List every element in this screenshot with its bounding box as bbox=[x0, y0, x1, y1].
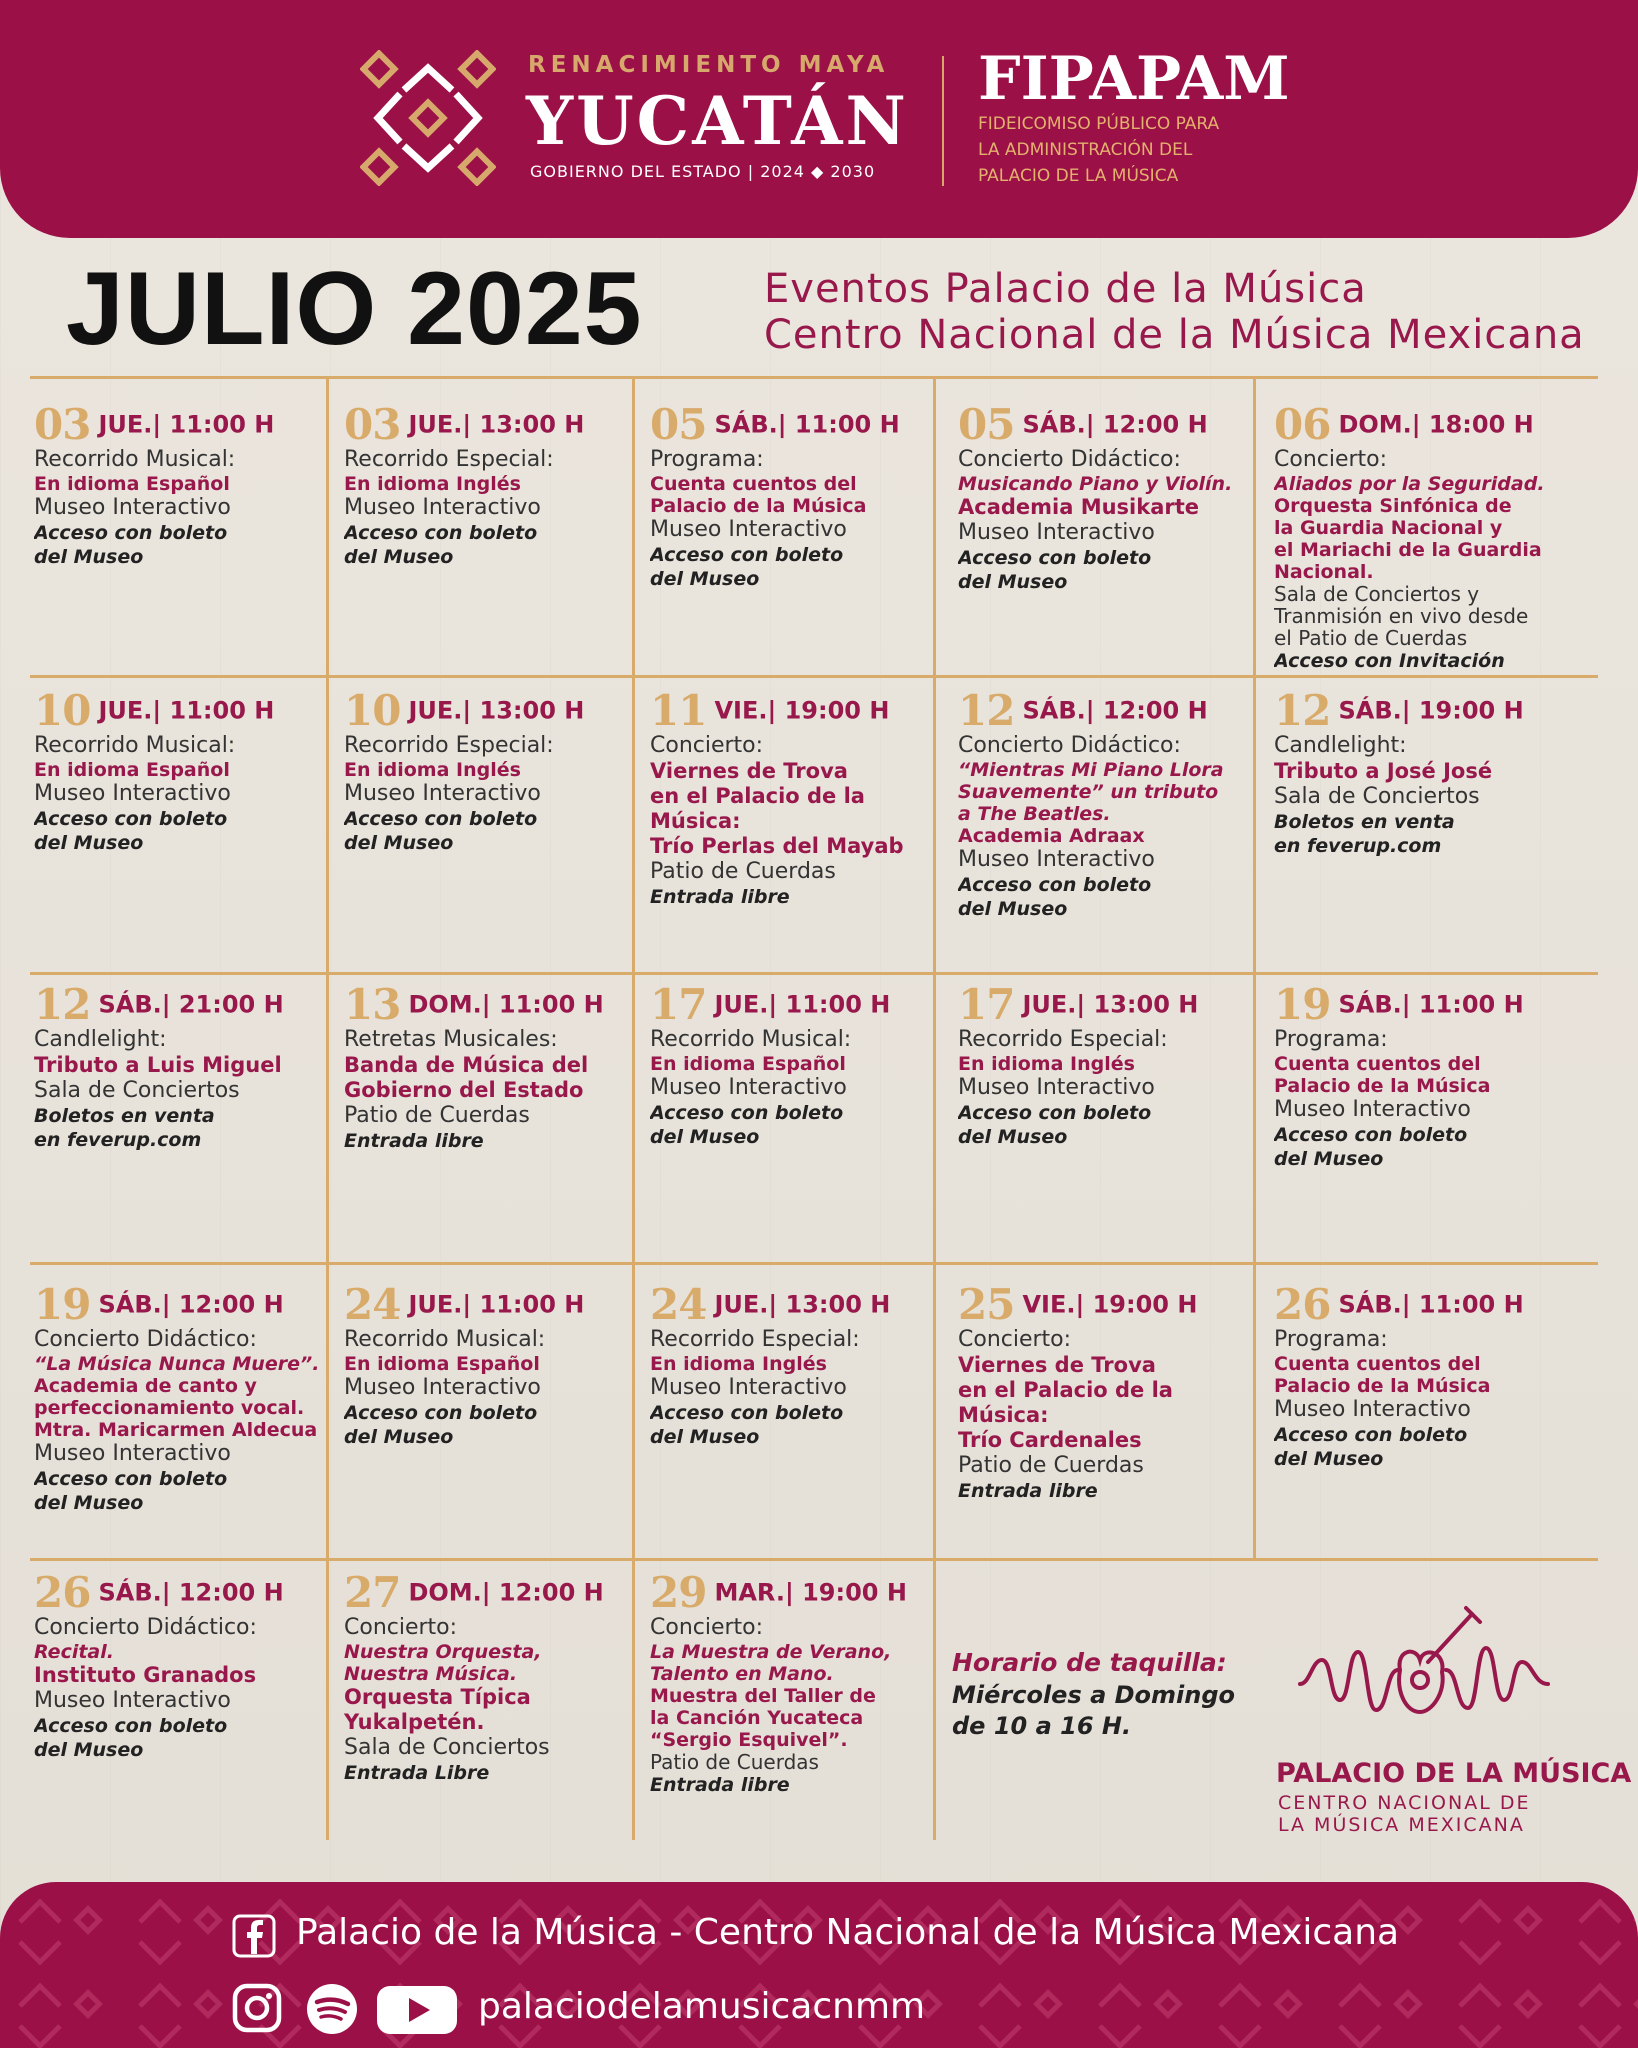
event-cell bbox=[650, 1568, 930, 1838]
event-day: 17 bbox=[650, 980, 707, 1029]
event-line: del Museo bbox=[958, 1126, 1068, 1148]
event-line: Viernes de Trova bbox=[650, 759, 848, 783]
event-header bbox=[650, 980, 930, 1029]
event-line: del Museo bbox=[1274, 1148, 1384, 1170]
guitar-soundwave-logo-icon bbox=[1296, 1600, 1552, 1730]
event-line: Acceso con boleto bbox=[34, 808, 228, 830]
event-line: Acceso con boleto bbox=[34, 1715, 228, 1737]
event-line: Acceso con boleto bbox=[34, 1468, 228, 1490]
social-handle[interactable]: palaciodelamusicacnmm bbox=[478, 1986, 926, 2027]
event-line: Muestra del Taller de bbox=[650, 1685, 876, 1707]
event-line: En idioma Inglés bbox=[344, 473, 521, 495]
org-line: LA ADMINISTRACIÓN DEL bbox=[978, 140, 1193, 160]
event-line: En idioma Inglés bbox=[344, 759, 521, 781]
event-line: Palacio de la Música bbox=[1274, 1075, 1491, 1097]
event-line: la Canción Yucateca bbox=[650, 1707, 864, 1729]
event-line: Academia Adraax bbox=[958, 825, 1145, 847]
event-line: Recorrido Musical: bbox=[344, 1327, 546, 1352]
grid-divider bbox=[933, 378, 936, 1840]
event-line: Nuestra Música. bbox=[344, 1663, 518, 1685]
event-line: Sala de Conciertos bbox=[34, 1078, 240, 1103]
event-line: Palacio de la Música bbox=[1274, 1375, 1491, 1397]
brand-name: YUCATÁN bbox=[526, 82, 909, 160]
event-header bbox=[344, 1280, 628, 1329]
event-cell bbox=[958, 686, 1250, 958]
event-day: 10 bbox=[34, 686, 91, 735]
event-day: 26 bbox=[1274, 1280, 1331, 1329]
event-weekday-time: JUE.| 13:00 H bbox=[408, 410, 585, 439]
event-line: Acceso con boleto bbox=[650, 544, 844, 566]
event-line: Recorrido Especial: bbox=[650, 1327, 860, 1352]
event-day: 29 bbox=[650, 1568, 707, 1617]
grid-divider bbox=[632, 378, 635, 1840]
event-day: 27 bbox=[344, 1568, 401, 1617]
event-line: “Sergio Esquivel”. bbox=[650, 1729, 848, 1751]
subtitle-venue: Eventos Palacio de la Música bbox=[764, 266, 1367, 312]
event-line: del Museo bbox=[34, 1739, 144, 1761]
event-header bbox=[958, 1280, 1250, 1329]
event-cell bbox=[34, 686, 322, 958]
event-line: Música: bbox=[958, 1403, 1049, 1427]
event-day: 03 bbox=[344, 400, 401, 449]
event-line: Museo Interactivo bbox=[1274, 1397, 1471, 1422]
event-header bbox=[34, 1280, 322, 1329]
event-cell bbox=[344, 980, 628, 1252]
event-line: Patio de Cuerdas bbox=[650, 859, 836, 884]
event-weekday-time: JUE.| 11:00 H bbox=[714, 990, 891, 1019]
event-day: 06 bbox=[1274, 400, 1331, 449]
event-header bbox=[650, 1568, 930, 1617]
event-line: Museo Interactivo bbox=[34, 495, 231, 520]
event-line: Entrada libre bbox=[958, 1480, 1098, 1502]
event-line: Trío Cardenales bbox=[958, 1428, 1142, 1452]
event-line: Museo Interactivo bbox=[650, 1075, 847, 1100]
event-line: Concierto: bbox=[650, 1615, 764, 1640]
event-line: Acceso con boleto bbox=[1274, 1424, 1468, 1446]
event-day: 26 bbox=[34, 1568, 91, 1617]
event-line: del Museo bbox=[650, 568, 760, 590]
event-line: Entrada libre bbox=[344, 1130, 484, 1152]
event-cell bbox=[34, 1568, 322, 1838]
event-header bbox=[1274, 1280, 1598, 1329]
event-weekday-time: JUE.| 11:00 H bbox=[98, 410, 275, 439]
event-line: Museo Interactivo bbox=[34, 781, 231, 806]
event-cell bbox=[1274, 1280, 1598, 1552]
event-cell bbox=[1274, 980, 1598, 1252]
event-weekday-time: DOM.| 12:00 H bbox=[408, 1578, 604, 1607]
event-line: Museo Interactivo bbox=[958, 520, 1155, 545]
event-header bbox=[1274, 980, 1598, 1029]
header-divider bbox=[942, 56, 944, 186]
event-header bbox=[344, 1568, 628, 1617]
event-line: Orquesta Típica bbox=[344, 1685, 531, 1709]
event-line: Musicando Piano y Violín. bbox=[958, 473, 1233, 495]
event-cell bbox=[958, 1280, 1250, 1552]
event-line: Patio de Cuerdas bbox=[650, 1750, 819, 1774]
event-header bbox=[34, 980, 322, 1029]
event-header bbox=[1274, 400, 1598, 449]
event-line: en feverup.com bbox=[1274, 835, 1442, 857]
event-day: 11 bbox=[650, 686, 707, 735]
event-line: Acceso con boleto bbox=[34, 522, 228, 544]
event-line: En idioma Español bbox=[34, 473, 230, 495]
event-cell bbox=[34, 980, 322, 1252]
event-line: En idioma Inglés bbox=[958, 1053, 1135, 1075]
event-day: 12 bbox=[1274, 686, 1331, 735]
event-header bbox=[344, 400, 628, 449]
box-office-hours bbox=[952, 1646, 1235, 1742]
event-line: Nuestra Orquesta, bbox=[344, 1641, 542, 1663]
event-line: Concierto Didáctico: bbox=[34, 1327, 257, 1352]
event-line: Concierto: bbox=[958, 1327, 1072, 1352]
event-line: en el Palacio de la bbox=[650, 784, 865, 808]
spotify-icon[interactable] bbox=[306, 1983, 358, 2035]
event-weekday-time: SÁB.| 12:00 H bbox=[1022, 410, 1208, 439]
event-line: Museo Interactivo bbox=[344, 495, 541, 520]
palacio-logo-sub: LA MÚSICA MEXICANA bbox=[1278, 1814, 1525, 1836]
event-line: Tributo a José José bbox=[1274, 759, 1493, 783]
event-line: del Museo bbox=[344, 546, 454, 568]
event-line: en el Palacio de la bbox=[958, 1378, 1173, 1402]
event-line: Acceso con Invitación bbox=[1274, 650, 1505, 672]
event-cell bbox=[650, 686, 930, 958]
event-line: Acceso con boleto bbox=[344, 522, 538, 544]
event-cell bbox=[344, 400, 628, 672]
event-header bbox=[34, 1568, 322, 1617]
event-line: Museo Interactivo bbox=[344, 1375, 541, 1400]
event-line: Entrada libre bbox=[650, 886, 790, 908]
event-line: Recorrido Musical: bbox=[34, 733, 236, 758]
yucatan-logo-icon bbox=[360, 50, 496, 186]
event-line: Programa: bbox=[1274, 1027, 1388, 1052]
event-line: Palacio de la Música bbox=[650, 495, 867, 517]
event-line: Entrada libre bbox=[650, 1774, 790, 1796]
event-line: del Museo bbox=[344, 832, 454, 854]
event-line: Acceso con boleto bbox=[650, 1102, 844, 1124]
grid-rule bbox=[30, 1262, 1598, 1265]
event-day: 05 bbox=[958, 400, 1015, 449]
event-line: Concierto Didáctico: bbox=[958, 733, 1181, 758]
event-line: En idioma Español bbox=[650, 1053, 846, 1075]
palacio-logo-name: PALACIO DE LA MÚSICA bbox=[1276, 1758, 1632, 1789]
event-line: del Museo bbox=[650, 1426, 760, 1448]
event-line: Talento en Mano. bbox=[650, 1663, 834, 1685]
event-line: del Museo bbox=[958, 571, 1068, 593]
event-line: en feverup.com bbox=[34, 1129, 202, 1151]
event-line: Gobierno del Estado bbox=[344, 1078, 584, 1102]
event-line: Suavemente” un tributo bbox=[958, 781, 1219, 803]
palacio-logo-sub: CENTRO NACIONAL DE bbox=[1278, 1792, 1531, 1814]
event-header bbox=[1274, 686, 1598, 735]
event-line: Museo Interactivo bbox=[34, 1688, 231, 1713]
event-weekday-time: SÁB.| 21:00 H bbox=[98, 990, 284, 1019]
event-weekday-time: JUE.| 13:00 H bbox=[1022, 990, 1199, 1019]
event-line: del Museo bbox=[344, 1426, 454, 1448]
event-weekday-time: VIE.| 19:00 H bbox=[1022, 1290, 1198, 1319]
event-line: Entrada Libre bbox=[344, 1762, 490, 1784]
event-day: 12 bbox=[34, 980, 91, 1029]
event-line: Acceso con boleto bbox=[958, 547, 1152, 569]
org-name: FIPAPAM bbox=[978, 44, 1290, 114]
event-line: Programa: bbox=[650, 447, 764, 472]
event-cell bbox=[650, 1280, 930, 1552]
header-banner bbox=[0, 0, 1638, 238]
event-line: Museo Interactivo bbox=[34, 1441, 231, 1466]
event-line: Tributo a Luis Miguel bbox=[34, 1053, 282, 1077]
event-line: la Guardia Nacional y bbox=[1274, 517, 1503, 539]
event-line: Cuenta cuentos del bbox=[1274, 1053, 1481, 1075]
event-line: Boletos en venta bbox=[34, 1105, 215, 1127]
event-day: 12 bbox=[958, 686, 1015, 735]
event-line: Concierto Didáctico: bbox=[34, 1615, 257, 1640]
event-header bbox=[344, 980, 628, 1029]
event-weekday-time: SÁB.| 19:00 H bbox=[1338, 696, 1524, 725]
event-line: Patio de Cuerdas bbox=[344, 1103, 530, 1128]
event-weekday-time: JUE.| 11:00 H bbox=[408, 1290, 585, 1319]
event-line: Candlelight: bbox=[34, 1027, 167, 1052]
event-header bbox=[958, 400, 1250, 449]
event-line: Acceso con boleto bbox=[344, 808, 538, 830]
event-cell bbox=[1274, 400, 1598, 672]
event-day: 05 bbox=[650, 400, 707, 449]
box-office-time: de 10 a 16 H. bbox=[952, 1712, 1132, 1740]
event-line: Recorrido Especial: bbox=[344, 447, 554, 472]
event-cell bbox=[344, 1280, 628, 1552]
event-weekday-time: SÁB.| 11:00 H bbox=[1338, 1290, 1524, 1319]
event-line: En idioma Español bbox=[344, 1353, 540, 1375]
event-line: del Museo bbox=[34, 1492, 144, 1514]
event-line: perfeccionamiento vocal. bbox=[34, 1397, 305, 1419]
event-weekday-time: DOM.| 11:00 H bbox=[408, 990, 604, 1019]
subtitle-center: Centro Nacional de la Música Mexicana bbox=[764, 312, 1585, 358]
youtube-icon[interactable] bbox=[376, 1985, 458, 2035]
event-weekday-time: SÁB.| 12:00 H bbox=[98, 1578, 284, 1607]
org-line: PALACIO DE LA MÚSICA bbox=[978, 166, 1179, 186]
instagram-icon[interactable] bbox=[232, 1983, 282, 2033]
event-day: 24 bbox=[650, 1280, 707, 1329]
event-weekday-time: JUE.| 13:00 H bbox=[408, 696, 585, 725]
event-line: Museo Interactivo bbox=[958, 1075, 1155, 1100]
event-line: Retretas Musicales: bbox=[344, 1027, 558, 1052]
event-line: Recorrido Musical: bbox=[650, 1027, 852, 1052]
event-line: Programa: bbox=[1274, 1327, 1388, 1352]
grid-rule bbox=[30, 376, 1598, 379]
event-day: 13 bbox=[344, 980, 401, 1029]
grid-rule bbox=[30, 972, 1598, 975]
event-header bbox=[958, 686, 1250, 735]
event-day: 19 bbox=[1274, 980, 1331, 1029]
event-weekday-time: SÁB.| 11:00 H bbox=[714, 410, 900, 439]
event-line: “Mientras Mi Piano Llora bbox=[958, 759, 1224, 781]
event-header bbox=[650, 400, 930, 449]
event-day: 19 bbox=[34, 1280, 91, 1329]
event-line: En idioma Español bbox=[34, 759, 230, 781]
event-line: Banda de Música del bbox=[344, 1053, 589, 1077]
event-line: Aliados por la Seguridad. bbox=[1274, 473, 1545, 495]
event-line: “La Música Nunca Muere”. bbox=[34, 1353, 320, 1375]
event-cell bbox=[344, 686, 628, 958]
event-header bbox=[650, 686, 930, 735]
event-line: Concierto: bbox=[344, 1615, 458, 1640]
event-line: el Patio de Cuerdas bbox=[1274, 626, 1468, 650]
event-weekday-time: VIE.| 19:00 H bbox=[714, 696, 890, 725]
event-line: Acceso con boleto bbox=[958, 1102, 1152, 1124]
grid-rule bbox=[30, 1558, 1598, 1561]
event-line: Academia Musikarte bbox=[958, 495, 1200, 519]
event-line: Sala de Conciertos bbox=[344, 1735, 550, 1760]
event-line: Museo Interactivo bbox=[650, 517, 847, 542]
event-line: Música: bbox=[650, 809, 741, 833]
org-line: FIDEICOMISO PÚBLICO PARA bbox=[978, 114, 1220, 134]
event-line: del Museo bbox=[34, 832, 144, 854]
brand-subtitle: GOBIERNO DEL ESTADO | 2024 ◆ 2030 bbox=[530, 162, 876, 181]
event-line: Concierto: bbox=[1274, 447, 1388, 472]
event-header bbox=[34, 686, 322, 735]
event-header bbox=[650, 1280, 930, 1329]
event-line: Recorrido Especial: bbox=[344, 733, 554, 758]
box-office-days: Miércoles a Domingo bbox=[952, 1681, 1236, 1709]
event-cell bbox=[958, 400, 1250, 672]
event-line: Tranmisión en vivo desde bbox=[1274, 604, 1529, 628]
event-line: Yukalpetén. bbox=[344, 1710, 485, 1734]
event-line: Sala de Conciertos bbox=[1274, 784, 1480, 809]
event-line: Sala de Conciertos y bbox=[1274, 582, 1480, 606]
grid-rule bbox=[30, 675, 1598, 678]
event-cell bbox=[34, 400, 322, 672]
event-cell bbox=[34, 1280, 322, 1552]
event-line: del Museo bbox=[650, 1126, 760, 1148]
month-title: JULIO 2025 bbox=[66, 251, 643, 367]
event-line: el Mariachi de la Guardia bbox=[1274, 539, 1542, 561]
grid-divider bbox=[1253, 378, 1256, 1560]
event-line: Recorrido Especial: bbox=[958, 1027, 1168, 1052]
event-line: Orquesta Sinfónica de bbox=[1274, 495, 1512, 517]
event-day: 25 bbox=[958, 1280, 1015, 1329]
event-weekday-time: DOM.| 18:00 H bbox=[1338, 410, 1534, 439]
event-line: Trío Perlas del Mayab bbox=[650, 834, 904, 858]
event-line: Museo Interactivo bbox=[1274, 1097, 1471, 1122]
event-line: del Museo bbox=[958, 898, 1068, 920]
event-line: del Museo bbox=[1274, 1448, 1384, 1470]
event-day: 17 bbox=[958, 980, 1015, 1029]
event-line: Museo Interactivo bbox=[344, 781, 541, 806]
event-cell bbox=[1274, 686, 1598, 958]
event-line: Instituto Granados bbox=[34, 1663, 257, 1687]
event-line: En idioma Inglés bbox=[650, 1353, 827, 1375]
event-line: Academia de canto y bbox=[34, 1375, 257, 1397]
event-line: Acceso con boleto bbox=[650, 1402, 844, 1424]
brand-tagline: RENACIMIENTO MAYA bbox=[528, 52, 890, 78]
event-cell bbox=[344, 1568, 628, 1838]
event-line: Mtra. Maricarmen Aldecua bbox=[34, 1419, 318, 1441]
event-line: Acceso con boleto bbox=[344, 1402, 538, 1424]
event-day: 24 bbox=[344, 1280, 401, 1329]
event-line: Concierto: bbox=[650, 733, 764, 758]
event-line: Cuenta cuentos del bbox=[650, 473, 857, 495]
grid-divider bbox=[326, 378, 329, 1840]
event-cell bbox=[650, 980, 930, 1252]
event-header bbox=[34, 400, 322, 449]
event-line: Acceso con boleto bbox=[1274, 1124, 1468, 1146]
facebook-page-name[interactable]: Palacio de la Música - Centro Nacional de la Música Mexicana bbox=[296, 1912, 1400, 1953]
event-line: Boletos en venta bbox=[1274, 811, 1455, 833]
event-line: Recorrido Musical: bbox=[34, 447, 236, 472]
event-cell bbox=[650, 400, 930, 672]
event-line: La Muestra de Verano, bbox=[650, 1641, 892, 1663]
event-line: Recital. bbox=[34, 1641, 114, 1663]
event-header bbox=[958, 980, 1250, 1029]
event-weekday-time: MAR.| 19:00 H bbox=[714, 1578, 907, 1607]
event-line: Museo Interactivo bbox=[650, 1375, 847, 1400]
event-weekday-time: SÁB.| 11:00 H bbox=[1338, 990, 1524, 1019]
event-weekday-time: SÁB.| 12:00 H bbox=[1022, 696, 1208, 725]
event-weekday-time: JUE.| 11:00 H bbox=[98, 696, 275, 725]
event-line: Museo Interactivo bbox=[958, 847, 1155, 872]
event-line: Acceso con boleto bbox=[958, 874, 1152, 896]
event-line: Cuenta cuentos del bbox=[1274, 1353, 1481, 1375]
event-line: Candlelight: bbox=[1274, 733, 1407, 758]
event-line: Patio de Cuerdas bbox=[958, 1453, 1144, 1478]
event-cell bbox=[958, 980, 1250, 1252]
event-line: a The Beatles. bbox=[958, 803, 1111, 825]
box-office-title: Horario de taquilla: bbox=[952, 1648, 1227, 1677]
event-line: Concierto Didáctico: bbox=[958, 447, 1181, 472]
event-header bbox=[344, 686, 628, 735]
event-line: del Museo bbox=[34, 546, 144, 568]
event-day: 03 bbox=[34, 400, 91, 449]
event-weekday-time: JUE.| 13:00 H bbox=[714, 1290, 891, 1319]
event-day: 10 bbox=[344, 686, 401, 735]
facebook-icon[interactable] bbox=[232, 1914, 276, 1958]
event-line: Nacional. bbox=[1274, 561, 1374, 583]
event-line: Viernes de Trova bbox=[958, 1353, 1156, 1377]
event-weekday-time: SÁB.| 12:00 H bbox=[98, 1290, 284, 1319]
